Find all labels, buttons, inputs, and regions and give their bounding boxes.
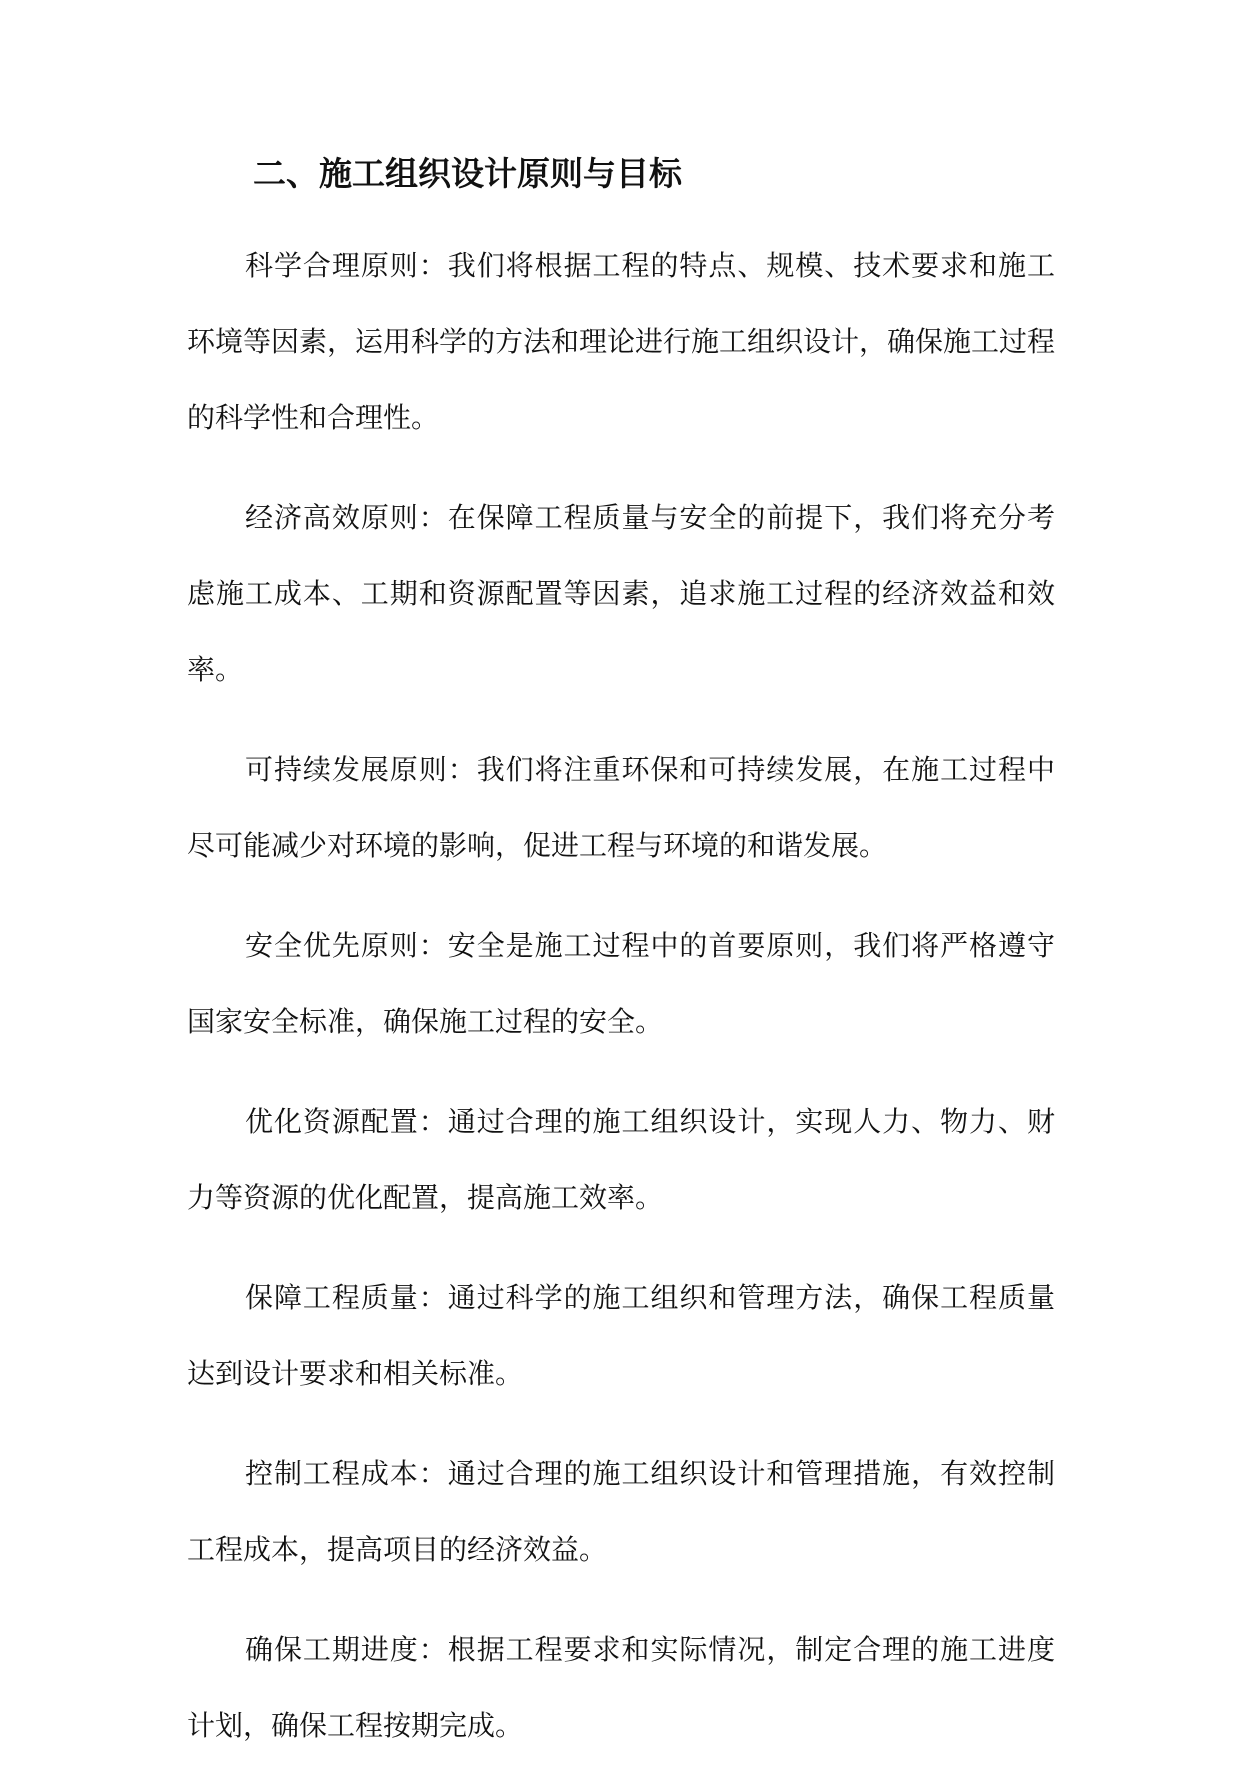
paragraph-schedule-goal: 确保工期进度：根据工程要求和实际情况，制定合理的施工进度计划，确保工程按期完成。 <box>187 1633 1055 1742</box>
paragraph-scientific-principle: 科学合理原则：我们将根据工程的特点、规模、技术要求和施工环境等因素，运用科学的方法和理论进行施工组织设计，确保施工过程的科学性和合理性。 <box>187 249 1056 434</box>
paragraph-safety-principle: 安全优先原则：安全是施工过程中的首要原则，我们将严格遵守国家安全标准，确保施工过程的安全。 <box>187 929 1055 1038</box>
paragraph-sustainable-principle: 可持续发展原则：我们将注重环保和可持续发展，在施工过程中尽可能减少对环境的影响，促进工程与环境的和谐发展。 <box>187 753 1055 862</box>
paragraph-resource-goal: 优化资源配置：通过合理的施工组织设计，实现人力、物力、财力等资源的优化配置，提高施工效率。 <box>187 1105 1055 1214</box>
paragraph-quality-goal: 保障工程质量：通过科学的施工组织和管理方法，确保工程质量达到设计要求和相关标准。 <box>187 1281 1055 1390</box>
document-body <box>187 228 1055 1788</box>
section-heading: 二、施工组织设计原则与目标 <box>253 154 682 193</box>
paragraph-economic-principle: 经济高效原则：在保障工程质量与安全的前提下，我们将充分考虑施工成本、工期和资源配置等因素，追求施工过程的经济效益和效率。 <box>187 501 1055 686</box>
paragraph-cost-goal: 控制工程成本：通过合理的施工组织设计和管理措施，有效控制工程成本，提高项目的经济效益。 <box>187 1457 1055 1566</box>
